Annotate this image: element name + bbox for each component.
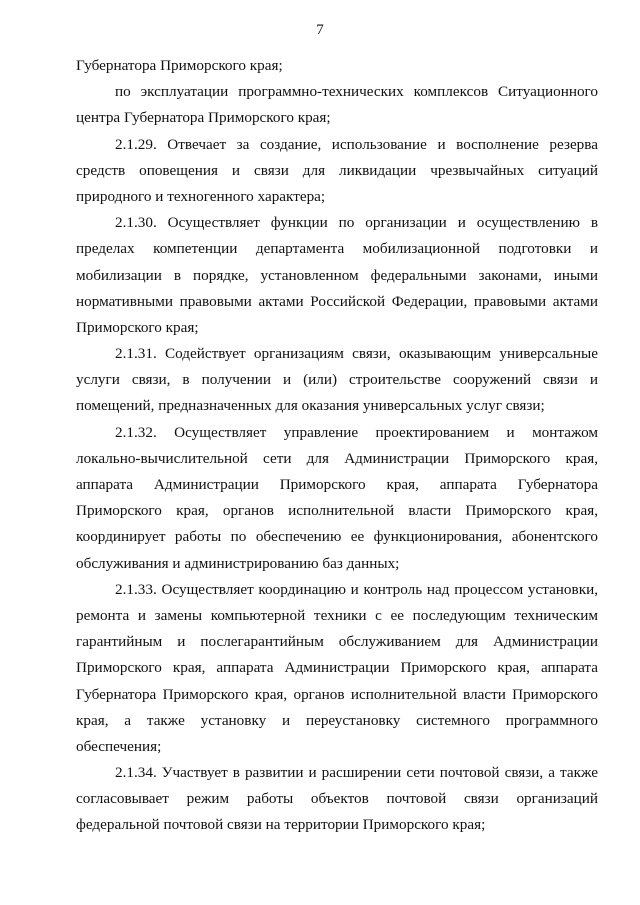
text-line: согласовывает режим работы объектов почтовой связи организаций <box>76 790 598 808</box>
text-line: по эксплуатации программно-технических комплексов Ситуационного <box>115 83 598 101</box>
document-body <box>76 53 598 839</box>
text-line: нормативными правовыми актами Российской Федерации, правовыми актами <box>76 292 598 310</box>
text-line: обслуживания и администрированию баз данных; <box>76 554 400 572</box>
text-line: средств оповещения и связи для ликвидации чрезвычайных ситуаций <box>76 161 598 179</box>
text-line: 2.1.31. Содействует организациям связи, оказывающим универсальные <box>115 345 598 363</box>
text-line: обеспечения; <box>76 737 162 755</box>
text-line: Губернатора Приморского края; <box>76 57 283 74</box>
text-line: Губернатора Приморского края, органов исполнительной власти Приморского <box>76 685 598 703</box>
text-line: федеральной почтовой связи на территории Приморского края; <box>76 816 486 834</box>
text-line: центра Губернатора Приморского края; <box>76 109 331 127</box>
text-line: 2.1.34. Участвует в развитии и расширении сети почтовой связи, а также <box>115 764 598 782</box>
text-line: Приморского края, органов исполнительной власти Приморского края, <box>76 502 598 520</box>
text-line: пределах компетенции департамента мобилизационной подготовки и <box>76 240 598 258</box>
page-number: 7 <box>316 22 324 38</box>
text-line: локально-вычислительной сети для Администрации Приморского края, <box>76 449 598 467</box>
text-line: края, а также установку и переустановку системного программного <box>76 711 598 729</box>
text-line: природного и техногенного характера; <box>76 187 326 205</box>
text-line: ремонта и замены компьютерной техники с ее последующим техническим <box>76 606 598 624</box>
text-line: 2.1.32. Осуществляет управление проектированием и монтажом <box>115 423 598 441</box>
text-line: 2.1.30. Осуществляет функции по организации и осуществлению в <box>115 214 598 232</box>
text-line: мобилизации в порядке, установленном федеральными законами, иными <box>76 266 598 284</box>
text-line: Приморского края, аппарата Администрации Приморского края, аппарата <box>76 659 598 677</box>
text-line: помещений, предназначенных для оказания универсальных услуг связи; <box>76 397 545 415</box>
text-line: Приморского края; <box>76 318 199 336</box>
text-line: 2.1.29. Отвечает за создание, использование и восполнение резерва <box>115 135 598 153</box>
text-line: гарантийным и послегарантийным обслуживанием для Администрации <box>76 633 598 651</box>
text-line: услуги связи, в получении и (или) строительстве сооружений связи и <box>76 371 598 389</box>
text-line: аппарата Администрации Приморского края, аппарата Губернатора <box>76 476 598 493</box>
text-line: 2.1.33. Осуществляет координацию и контроль над процессом установки, <box>115 580 598 598</box>
text-line: координирует работы по обеспечению ее функционирования, абонентского <box>76 528 598 546</box>
